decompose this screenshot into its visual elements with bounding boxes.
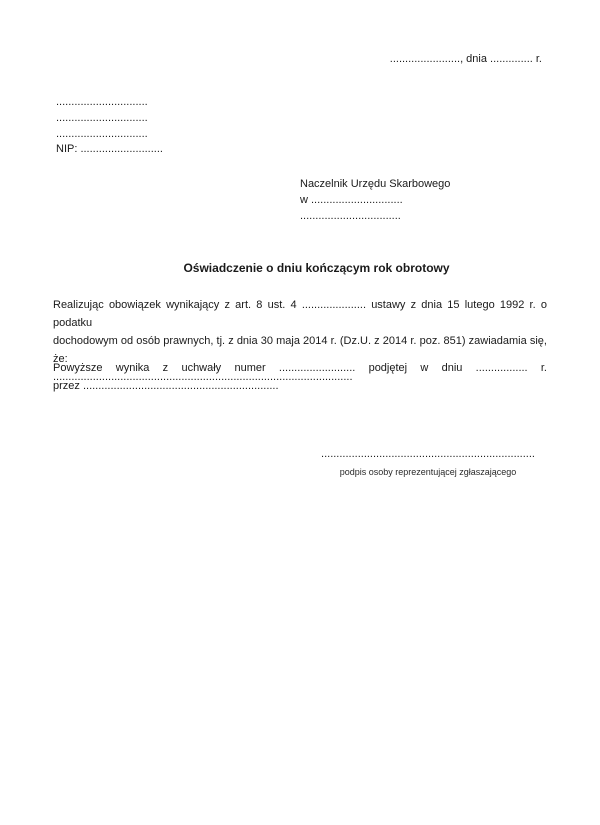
date-fill-line: ......................., dnia .............. r.: [389, 53, 542, 65]
sender-nip-line: NIP: ...........................: [56, 143, 163, 156]
sender-fill-line-2: ..............................: [56, 111, 148, 124]
addressee-city-fill-line: w ..............................: [300, 194, 403, 207]
sender-block: [56, 95, 163, 158]
paragraph1-fill-line: ..................................................................................................: [53, 371, 353, 383]
signature-block: [283, 446, 573, 480]
signature-fill-line: ......................................................................: [321, 448, 535, 460]
paragraph-resolution: [53, 360, 547, 395]
sender-fill-line-1: ..............................: [56, 96, 148, 108]
document-title: Oświadczenie o dniu kończącym rok obrotowy: [183, 261, 450, 275]
paragraph1-line2: dochodowym od osób prawnych, tj. z dnia 30 maja 2014 r. (Dz.U. z 2014 r. poz. 851) zawiadamia się, że:: [53, 335, 547, 365]
addressee-fill-line: .................................: [300, 210, 401, 223]
paragraph2-line1: Powyższe wynika z uchwały numer ......................... podjętej w dniu ................. r.: [53, 362, 547, 374]
signature-caption: podpis osoby reprezentującej zgłaszającego: [339, 467, 517, 477]
paragraph1-line1: Realizując obowiązek wynikający z art. 8 ust. 4 ..................... ustawy z dnia 15 lutego 1992 r. o podatku: [53, 299, 547, 329]
paragraph2-fill-line: przez ................................................................: [53, 379, 279, 392]
addressee-name: Naczelnik Urzędu Skarbowego: [300, 178, 451, 190]
sender-fill-line-3: ..............................: [56, 127, 148, 140]
addressee-block: [300, 176, 450, 225]
